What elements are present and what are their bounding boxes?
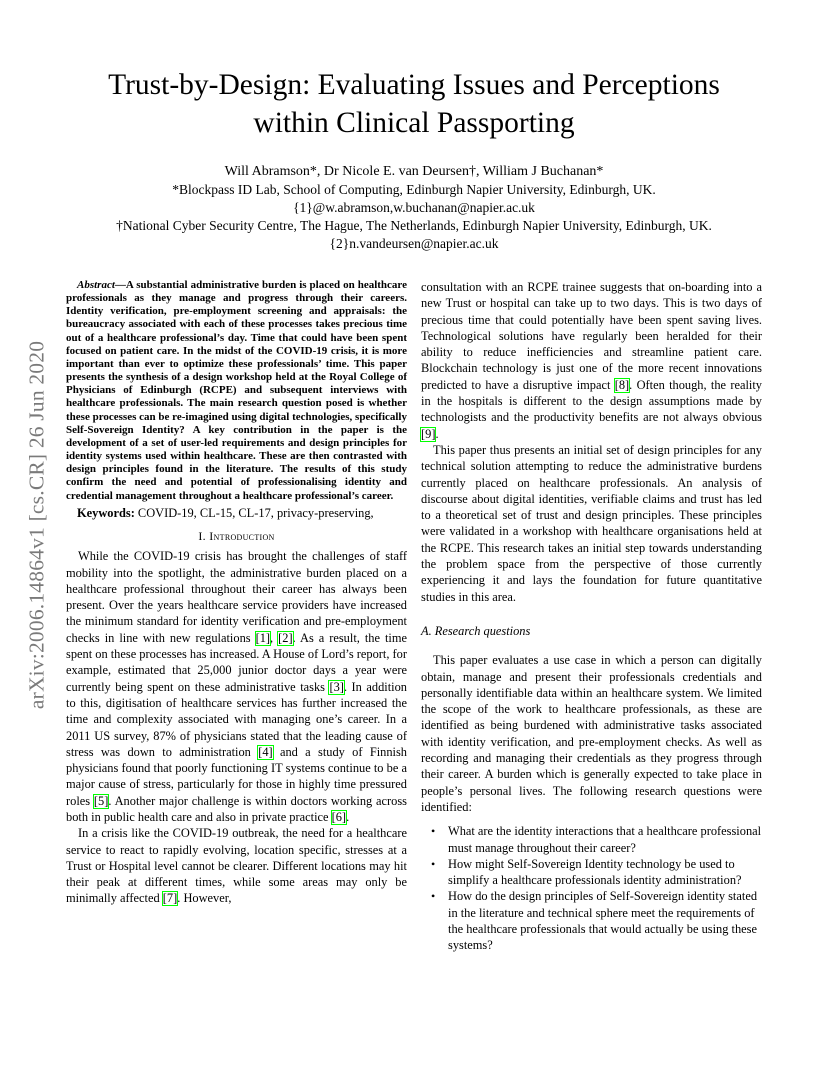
- list-item: • How do the design principles of Self-Sovereign identity stated in the literature and technical sphere meet the requirements of the healthcare professionals that would actually be using these systems?: [448, 888, 762, 953]
- citation-link[interactable]: [2]: [278, 630, 293, 645]
- arxiv-sidebar: [22, 290, 52, 760]
- right-paragraph-3: This paper evaluates a use case in which a person can digitally obtain, manage and present their professionals credentials and personally identifiable data within an healthcare system. We limited the scope of the work to healthcare professionals, as these are identified as being burdened with administrative tasks associated with identity verification, and pre-employment checks. As well as recording and managing their credentials as they progress through their career. A burden which is generally expected to take place in people’s personal lives. The following research questions were identified:: [421, 653, 762, 814]
- citation-link[interactable]: [8]: [614, 377, 630, 392]
- left-column: [66, 279, 407, 907]
- arxiv-identifier: arXiv:2006.14864v1 [cs.CR] 26 Jun 2020: [24, 340, 49, 710]
- intro-paragraph-1: While the COVID-19 crisis has brought the challenges of staff mobility into the spotlight, the administrative burden placed on a healthcare professional throughout their career has always been present. Over the years healthcare service providers have increased the minimum standard for identity verification and pre-employment checks in line with new regulations [1], [2]. As a result, the time spent on these processes has increased. A House of Lord’s report, for example, estimated that 25,000 junior doctor days a year were currently being spent on these administrative tasks [3]. In addition to this, digitisation of healthcare services has further increased the time and complexity associated with managing one’s career. In a 2011 US survey, 87% of physicians stated that the leading cause of stress was down to administration [4] and a study of Finnish physicians found that poorly functioning IT systems continue to be a major cause of stress, particularly for those in highly time pressured roles [5]. Another major challenge is within doctors working across both in public health care and also in private practice [6].: [66, 549, 408, 824]
- right-paragraph-1: consultation with an RCPE trainee suggests that on-boarding into a new Trust or hospital can take up to two days. This is two days of precious time that could potentially have been spent saving lives. Technological solutions have regularly been heralded for their ability to reduce inefficiencies and streamline patient care. Blockchain technology is just one of the more recent innovations predicted to have a disruptive impact [8]. Often though, the reality in the hospitals is different to the design assumptions made by technologists and the productivity benefits are not always obvious [9].: [421, 280, 762, 441]
- list-item: • How might Self-Sovereign Identity technology be used to simplify a healthcare professionals identity administration?: [448, 856, 762, 889]
- citation-link[interactable]: [9]: [421, 426, 436, 441]
- affiliation-1: *Blockpass ID Lab, School of Computing, Edinburgh Napier University, Edinburgh, UK.: [172, 182, 656, 198]
- abstract: [66, 279, 407, 503]
- keywords-text: COVID-19, CL-15, CL-17, privacy-preserving,: [134, 505, 374, 520]
- list-item: • What are the identity interactions that a healthcare professional must manage throughout their career?: [448, 823, 762, 856]
- email-1: {1}@w.abramson,w.buchanan@napier.ac.uk: [293, 200, 535, 216]
- title-line-1: Trust-by-Design: Evaluating Issues and Perceptions: [108, 69, 720, 101]
- author-block: [60, 163, 768, 252]
- keywords-label: Keywords:: [77, 505, 135, 520]
- abstract-text: —A substantial administrative burden is placed on healthcare professionals as they manage and progress through their careers. Identity verification, pre-employment screening and appraisals: the bureaucracy associated with each of these processes takes precious time out of a healthcare professional’s day. Time that could have been spent focused on patient care. In the midst of the COVID-19 crisis, it is more important than ever to optimize these professionals’ time. This paper presents the synthesis of a design workshop held at the Royal College of Physicians of Edinburgh (RCPE) and subsequent interviews with healthcare professionals. The main research question posed is whether these processes can be re-imagined using digital technologies, specifically Self-Sovereign Identity? A key contribution in the paper is the development of a set of user-led requirements and design principles for identity systems used within healthcare. These are then contrasted with design principles found in the literature. The results of this study confirm the need and potential of professionalising identity and credential management throughout a healthcare professional’s career.: [66, 279, 407, 502]
- paper-title: [60, 66, 768, 142]
- email-2: {2}n.vandeursen@napier.ac.uk: [329, 235, 499, 251]
- right-paragraph-2: This paper thus presents an initial set of design principles for any technical solution attempting to reduce the administrative burdens currently placed on healthcare professionals. An analysis of discourse about digital identities, verifiable claims and trust has led to a theoretical set of trust and design principles. These principles were validated in a workshop with healthcare organisations held at the RCPE. This research takes an initial step towards understanding the problem space from the perspective of those currently experiencing it and lays the foundation for future quantitative studies in this area.: [421, 442, 762, 604]
- intro-paragraph-2: In a crisis like the COVID-19 outbreak, the need for a healthcare service to react to rapidly evolving, location specific, stresses at a Trust or Hospital level cannot be clearer. Different locations may hit their peak at different times, while some areas may only be minimally affected [7]. However,: [66, 826, 407, 906]
- right-column: [421, 279, 762, 954]
- research-questions-list: [421, 823, 762, 953]
- citation-link[interactable]: [3]: [329, 679, 344, 694]
- abstract-label: Abstract: [77, 279, 115, 291]
- author-names: Will Abramson*, Dr Nicole E. van Deursen†, William J Buchanan*: [224, 164, 604, 179]
- citation-link[interactable]: [7]: [162, 891, 178, 906]
- citation-link[interactable]: [6]: [331, 810, 347, 824]
- title-line-2: within Clinical Passporting: [253, 107, 575, 139]
- subsection-heading-research-questions: A. Research questions: [421, 623, 531, 638]
- citation-link[interactable]: [5]: [93, 793, 109, 808]
- keywords: [66, 505, 407, 521]
- section-heading-introduction: I. Introduction: [198, 528, 275, 543]
- affiliation-2: †National Cyber Security Centre, The Hague, The Netherlands, Edinburgh Napier University, Edinburgh, UK.: [116, 217, 712, 233]
- citation-link[interactable]: [4]: [258, 744, 273, 759]
- citation-link[interactable]: [1]: [255, 630, 271, 645]
